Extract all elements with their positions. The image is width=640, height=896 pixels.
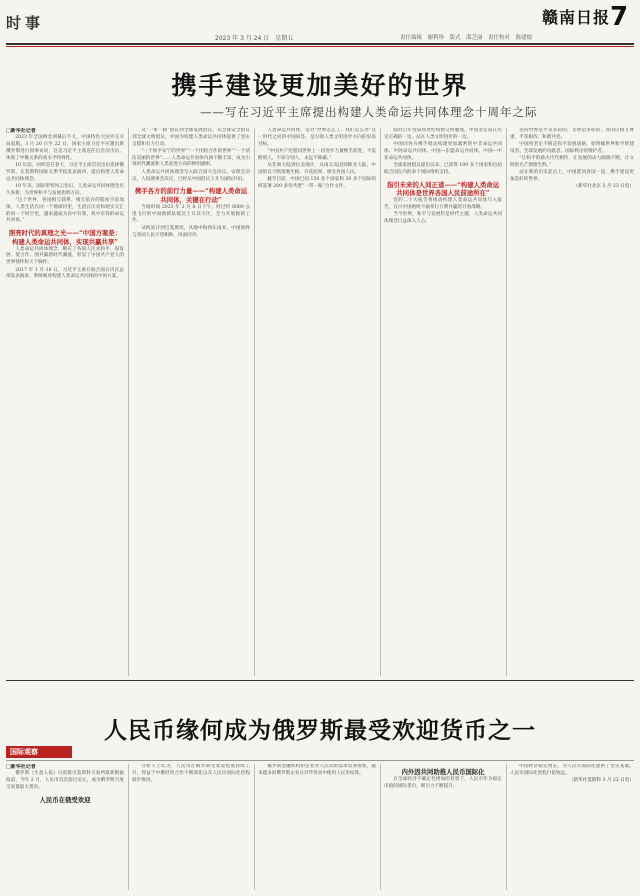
article2-dateline: （新华社莫斯科 3 月 22 日电） [568,778,634,784]
article2-column-5 [510,764,634,890]
column-divider [254,128,255,676]
page-number: 7 [610,2,629,32]
paragraph: “让和平的薪火代代相传，让发展的动力源源不断，让文明的光芒熠熠生辉。” [510,156,634,168]
article2-column-3 [258,764,376,890]
page-header [0,0,640,46]
article1-column-5 [510,128,634,676]
paragraph: 人类命运共同体，是对“世界怎么了、我们怎么办”这一时代之问的中国回答，是引领人类文明进步方向的崇高目标。 [258,128,376,147]
paragraph: 10 年前，同样是在春天，习近平主席首次出访选择俄罗斯，在莫斯科国际关系学院发表演讲，提出构建人类命运共同体理念。 [6,162,124,182]
paragraph: 中国经济稳定增长，为人民币国际化提供了坚实基础。人民币国际化进程行稳致远。 [510,764,634,776]
paragraph: 当地时间 2023 年 2 月 8 日下午，经过约 8000 公里飞行的中国救援队抵达土耳其灾区，全力开展救援工作。 [132,204,250,224]
article-divider [6,680,634,681]
paragraph: 人类命运共同体理念，顺应了各国人民求和平、谋发展、促合作、图共赢的时代潮流，彰显了中国共产党人的世界情怀和天下胸怀。 [6,246,124,266]
paragraph: 中国同各方携手推动构建更加紧密的中非命运共同体、中阿命运共同体、中国—东盟命运共同体、中国—中亚命运共同体。 [384,142,502,161]
paragraph: 俄罗斯《生意人报》日前援引莫斯科交易所最新数据报道，今年 2 月，人民币首次超过美元，成为俄罗斯月度交易量最大货币。 [6,771,124,790]
paragraph: 2023 年全国两会闭幕后不久，中国特色大国外交开局起航。3 月 20 日至 22 日，国家主席习近平应邀出席俄罗斯进行国事访问，这是习近平主席连任后首次出访，体现了中俄关系的高水平特殊性。 [6,135,124,161]
column-divider [128,764,129,890]
paragraph: 10 年来，国际形势风云变幻，人类命运共同体理念历久弥新，为世界和平与发展指明方向。 [6,183,124,196]
paragraph: 站在新的历史起点上，中国愿同各国一道，携手建设更加美好的世界。 [510,170,634,183]
paragraph: 俄罗斯金融机构和企业对人民币的需求显著增加，越来越多的俄罗斯企业在对华贸易中使用人民币结算。 [258,764,376,776]
header-rule [6,43,634,45]
column-divider [128,128,129,676]
paragraph: 中国将坚定不移走和平发展道路，始终做世界和平的建设者、全球发展的贡献者、国际秩序的维护者。 [510,142,634,154]
paragraph: 党的二十大报告将推动构建人类命运共同体写入报告，宣示中国始终不渝奉行互利共赢的开放战略。 [384,198,502,210]
paragraph: 从“一带一路”倡议到全球发展倡议，从全球安全倡议到全球文明倡议，中国为构建人类命运共同体提供了坚实支撑和有力行动。 [132,128,250,147]
article1-byline: □新华社记者 [6,128,36,134]
article2-column-1 [6,764,124,890]
editor-credits: 责任编辑 谢利珍 版式 邵芝丽 责任校对 陈建德 [400,35,533,41]
section-subtitle: 携手各方的前行力量——“构建人类命运共同体，关键在行动” [134,187,248,204]
section-subtitle: 照亮时代的真理之光——“中国方案是：构建人类命运共同体，实现共赢共享” [8,229,122,246]
paragraph: 2017 年 1 月 18 日，习近平主席在联合国日内瓦总部发表演讲，系统阐述构建人类命运共同体的中国方案。 [6,267,124,280]
paragraph: 从非洲大陆到拉美地区，从南太岛国到欧亚大陆，中国倡议不断落地生根、开花结果，惠及各国人民。 [258,162,376,175]
paragraph: “中国共产党愿同世界上一切进步力量携手前进，不依附别人，不掠夺别人，永远不称霸。” [258,148,376,161]
article2-column-4 [384,764,502,890]
article2-column-2 [132,764,250,890]
article1-column-4 [384,128,502,676]
column-divider [254,764,255,890]
article2-byline: □新华社记者 [6,764,36,770]
issue-date: 2023 年 3 月 24 日 星期五 [215,35,294,42]
paragraph: “一个和平安宁的世界”“一个团结合作的世界”“一个清洁美丽的世界”……人类命运共同体内涵不断丰富，成为引领时代潮流和人类前进方向的鲜明旗帜。 [132,148,250,168]
section-title: 时事 [6,14,45,32]
column-divider [380,764,381,890]
column-divider [380,128,381,676]
column-divider [506,764,507,890]
paragraph: 坚持世界是平等多彩的，文明是多样的，各国应相互尊重、平等相待、和谐共处。 [510,128,634,140]
header-accent-rule [6,46,634,47]
column-divider [506,128,507,676]
paragraph: 当今世界，和平与发展仍是时代主题，人类命运共同体理念日益深入人心。 [384,212,502,224]
paragraph: 人类命运共同体理念写入联合国大会决议、安理会决议、人权理事会决议，已经从中国倡议上升为国际共识。 [132,169,250,182]
main-headline: 携手建设更加美好的世界 [171,71,469,100]
second-headline: 人民币缘何成为俄罗斯最受欢迎货币之一 [104,717,536,744]
paragraph: 截至目前，中国已同 150 多个国家和 30 多个国际组织签署 200 多份共建“一带一路”合作文件。 [258,177,376,189]
paragraph: 从阿富汗到巴基斯坦，从地中海到东南亚，中国始终与各国人民守望相助、风雨同舟。 [132,225,250,238]
article1-column-1 [6,128,124,676]
main-subheadline: ——写在习近平主席提出构建人类命运共同体理念十周年之际 [200,105,538,119]
article1-column-3 [258,128,376,676]
paragraph: 在全球经济不确定性增加的背景下，人民币作为稳定币值的国际货币，吸引力不断提升。 [384,777,502,789]
article2-rule [6,760,634,761]
section-tag-international: 国际观察 [6,746,72,758]
article1-column-2 [132,128,250,676]
section-subtitle: 人民币在俄受欢迎 [39,795,91,804]
newspaper-logo: 赣南日报 [542,8,611,27]
paragraph: “这个世界，各国相互联系、相互依存的程度空前加深，人类生活在同一个地球村里，生活在历史和现实交汇的同一个时空里，越来越成为你中有我、我中有你的命运共同体。” [6,197,124,224]
section-subtitle: 指引未来的人间正道——“构建人类命运共同体是世界各国人民前途所在” [386,180,500,198]
section-subtitle: 内外因共同助推人民币国际化 [401,768,485,776]
paragraph: 全球发展倡议提出以来，已获得 100 多个国家和包括联合国在内的多个国际组织支持。 [384,162,502,175]
article1-dateline: （新华社北京 3 月 23 日电） [573,184,634,190]
paragraph: 面对百年变局和世纪疫情交织叠加，中国坚定站在历史正确的一边，站在人类文明进步的一边。 [384,128,502,140]
paragraph: 分析人士认为，人民币在俄罗斯受欢迎程度持续上升，得益于中俄经贸合作不断深化以及人民币国际化进程稳步推进。 [132,764,250,783]
